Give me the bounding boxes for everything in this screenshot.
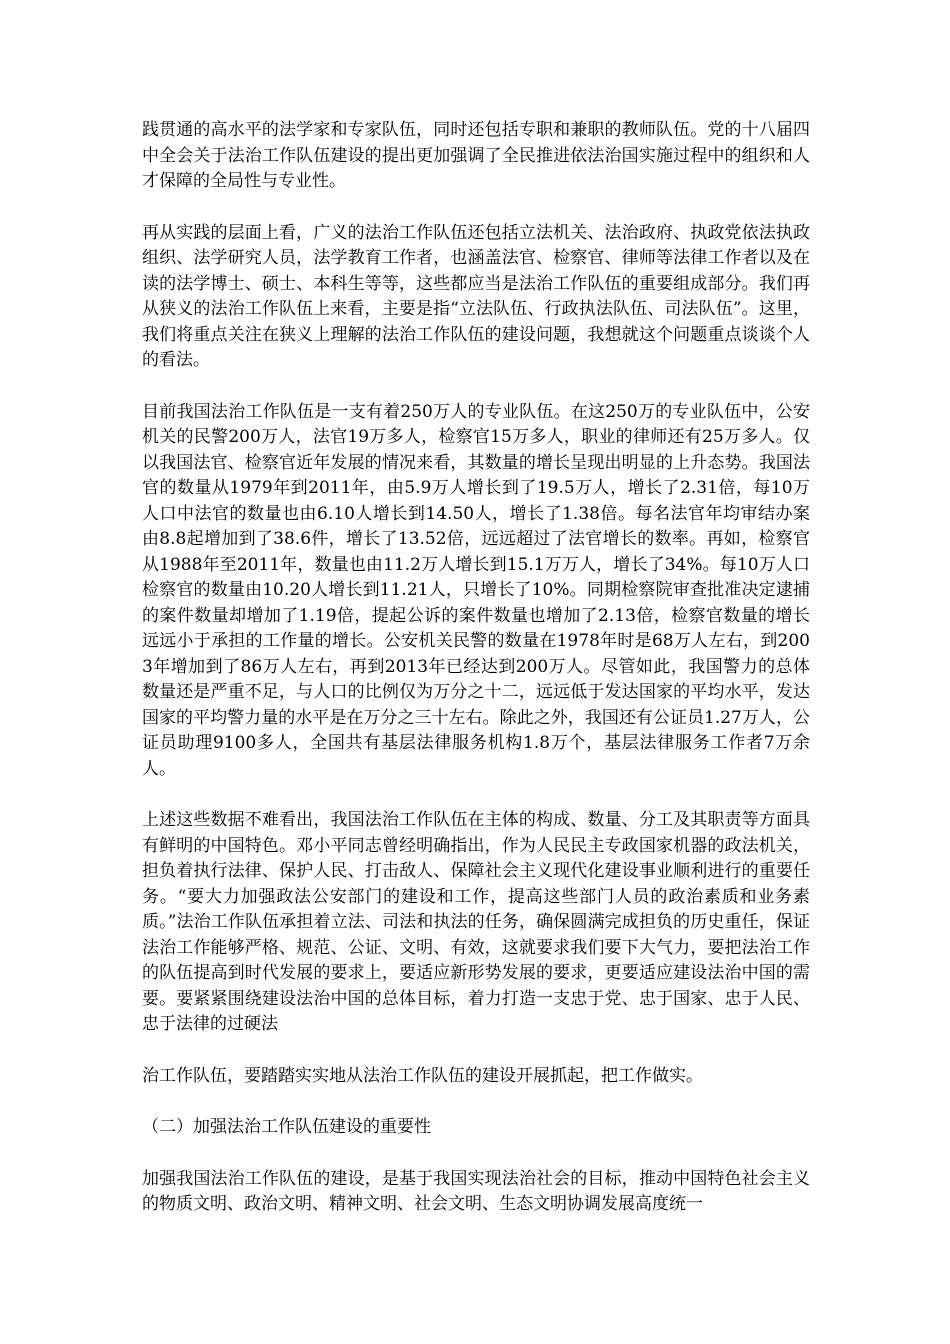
section-heading: （二）加强法治工作队伍建设的重要性 (142, 1117, 431, 1137)
paragraph-4: 上述这些数据不难看出，我国法治工作队伍在主体的构成、数量、分工及其职责等方面具有鲜明的中国特色。邓小平同志曾经明确指出，作为人民民主专政国家机器的政法机关，担负着执行法律、保护人民、打击敌人、保障社会主义现代化建设事业顺利进行的重要任务。“要大力加强政法公安部门的建设和工作，提高这些部门人员的政治素质和业务素质。”法治工作队伍承担着立法、司法和执法的任务，确保圆满完成担负的历史重任，保证法治工作能够严格、规范、公证、文明、有效，这就要求我们要下大气力，要把法治工作的队伍提高到时代发展的要求上，要适应新形势发展的要求，更要适应建设法治中国的需要。要紧紧围绕建设法治中国的总体目标，着力打造一支忠于党、忠于国家、忠于人民、忠于法律的过硬法 (142, 810, 810, 1034)
paragraph-1: 践贯通的高水平的法学家和专家队伍，同时还包括专职和兼职的教师队伍。党的十八届四中全会关于法治工作队伍建设的提出更加强调了全民推进依法治国实施过程中的组织和人才保障的全局性与专业性。 (142, 120, 810, 191)
document-body (142, 118, 810, 1244)
paragraph-2: 再从实践的层面上看，广义的法治工作队伍还包括立法机关、法治政府、执政党依法执政组织、法学研究人员，法学教育工作者，也涵盖法官、检察官、律师等法律工作者以及在读的法学博士、硕士、本科生等等，这些都应当是法治工作队伍的重要组成部分。我们再从狭义的法治工作队伍上来看，主要是指“立法队伍、行政执法队伍、司法队伍”。这里，我们将重点关注在狭义上理解的法治工作队伍的建设问题，我想就这个问题重点谈谈个人的看法。 (142, 222, 810, 370)
paragraph-final: 加强我国法治工作队伍的建设，是基于我国实现法治社会的目标，推动中国特色社会主义的物质文明、政治文明、精神文明、社会文明、生态文明协调发展高度统一 (142, 1168, 810, 1214)
paragraph-3: 目前我国法治工作队伍是一支有着250万人的专业队伍。在这250万的专业队伍中，公安机关的民警200万人，法官19万多人，检察官15万多人，职业的律师还有25万多人。仅以我国法官、检察官近年发展的情况来看，其数量的增长呈现出明显的上升态势。我国法官的数量从1979年到2011年，由5.9万人增长到了19.5万人，增长了2.31倍，每10万人口中法官的数量也由6.10人增长到14.50人，增长了1.38倍。每名法官年均审结办案由8.8起增加到了38.6件，增长了13.52倍，远远超过了法官增长的数率。再如，检察官从1988年至2011年，数量也由11.2万人增长到15.1万万人，增长了34%。每10万人口检察官的数量由10.20人增长到11.21人，只增长了10%。同期检察院审查批准决定逮捕的案件数量却增加了1.19倍，提起公诉的案件数量也增加了2.13倍，检察官数量的增长远远小于承担的工作量的增长。公安机关民警的数量在1978年时是68万人左右，到2003年增加到了86万人左右，再到2013年已经达到200万人。尽管如此，我国警力的总体数量还是严重不足，与人口的比例仅为万分之十二，远远低于发达国家的平均水平，发达国家的平均警力量的水平是在万分之三十左右。除此之外，我国还有公证员1.27万人，公证员助理9100多人，全国共有基层法律服务机构1.8万个，基层法律服务工作者7万余人。 (142, 401, 810, 779)
paragraph-5: 治工作队伍，要踏踏实实地从法治工作队伍的建设开展抓起，把工作做实。 (142, 1065, 703, 1086)
